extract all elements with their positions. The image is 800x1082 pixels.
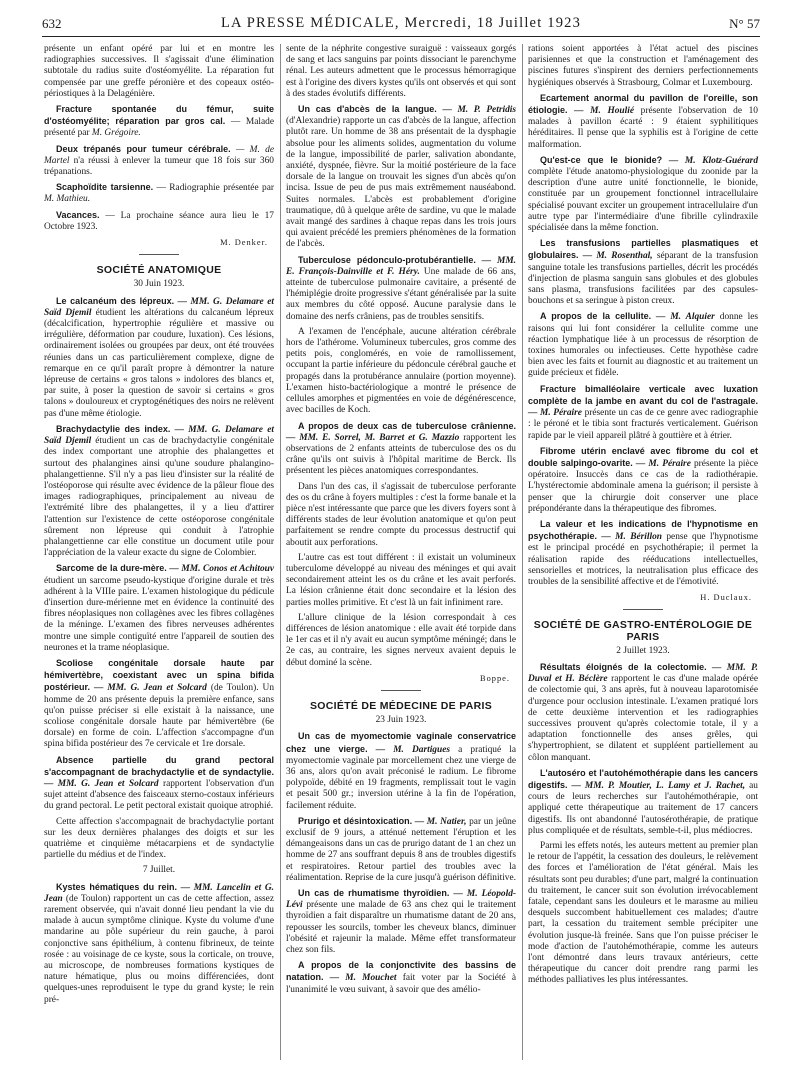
column-2: [286, 44, 516, 1000]
article: Scaphoïdite tarsienne. — Radiographie présentée par M. Mathieu.: [44, 182, 274, 205]
article: Scoliose congénitale dorsale haute par hémivertèbre, coexistant avec un spina bifida postérieur. — MM. G. Jean et Solcard (de Toulon). Un homme de 20 ans présente depuis la première enfance, sans qu'on puisse préciser si elle existait à la naissance, une scoliose congénitale dorsale haute par hémivertèbre (6e dorsale) en forme de coin. L'affection s'accompagne d'un spina bifida postérieur des 7e cervicale et 1re dorsale.: [44, 657, 275, 750]
signature: Boppe.: [480, 673, 510, 683]
paragraph: L'autre cas est tout différent : il existait un volumineux tuberculome développé au niveau des méninges et qui avait secondairement atteint les os du crâne et les avait perforés. La lésion crânienne était donc secondaire et la lésion des parties molles primitive. Et c'est là un fait infiniment rare.: [286, 552, 516, 608]
article: Tuberculose pédonculo-protubérantielle. — MM. E. François-Dainville et F. Héry. Une malade de 66 ans, atteinte de tuberculose pulmonaire cavitaire, a présenté de l'hémiplégie droite progressive s'étant généralisée par la suite aux membres du côté opposé. Aucune paralysie dans le domaine des nerfs crâniens, pas de troubles sensitifs.: [286, 254, 517, 322]
paragraph: sente de la néphrite congestive suraiguë : vaisseaux gorgés de sang et lacs sanguins par points dissociant le parenchyme rénal. Les auteurs admettent que le processus hémorragique est à l'origine des divers kystes qu'ils ont observés et qui sont à des stades évolutifs différents.: [286, 44, 516, 99]
article: Fracture spontanée du fémur, suite d'ostéomyélite; réparation par gros cal. — Malade présenté par M. Grégoire.: [44, 104, 275, 139]
signature: M. Denker.: [220, 238, 268, 248]
article: La valeur et les indications de l'hypnotisme en psychothérapie. — M. Bérillon pense que l'hypnotisme est le principal procédé en psychothérapie; il permet la réalisation rapide des rééducations intellectuelles, sensorielles et motrices, la neutralisation plus efficace des troubles de la sensibilité affective et de l'émotivité.: [528, 518, 758, 587]
article: Deux trépanés pour tumeur cérébrale. — M. de Martel n'a réussi à enlever la tumeur que 18 fois sur 360 trépanations.: [44, 143, 274, 178]
article: A propos de la conjonctivite des bassins de natation. — M. Mouchet fait voter par la Société à l'unanimité le vœu suivant, à savoir que des amélio-: [286, 960, 517, 995]
section-date: 23 Juin 1923.: [375, 715, 427, 726]
article: Le calcanéum des lépreux. — MM. G. Delamare et Saïd Djemil étudient les altérations du calcanéum lépreux (décalcification, hypertrophie régulière et massive ou irrégulière, déformation par coudure, luxation). Ces lésions, ordinairement isolées ou groupées par deux, ont été trouvées réunies dans un cas particulièrement complexe, digne de remarque en ce qu'il paraît propre à démontrer la nature lépreuse de certains « gros talons » indolores des blancs et, par suite, à poser la question de savoir si certains « gros talons » douloureux et cryptogénétiques des noirs ne relèvent pas d'une même étiologie.: [44, 295, 274, 419]
article: Qu'est-ce que le bionide? — M. Klotz-Guérard complète l'étude anatomo-physiologique du zoonide par la description d'une autre unité fonctionnelle, le bionide, constituée par un groupement fonctionnel intracellulaire spécialisé pouvant exciter un groupement intracellulaire d'un autre type par l'intermédiaire d'une fibrille cylindraxile spécialisée dans la même fonction.: [528, 154, 759, 234]
section-date: 2 Juillet 1923.: [616, 645, 670, 656]
article: Vacances. — La prochaine séance aura lieu le 17 Octobre 1923.: [44, 209, 274, 232]
article: Un cas de rhumatisme thyroïdien. — M. Léopold-Lévi présente une malade de 63 ans chez qui le traitement thyroïdien a fait disparaître un rhumatisme datant de 20 ans, repousser les sourcils, tomber les cheveux blancs, diminuer l'obésité et rajeunir la malade. Même effet transformateur chez son fils.: [286, 888, 517, 956]
separator: [381, 690, 421, 691]
paragraph: Cette affection s'accompagnait de brachydactylie portant sur les deux dernières phalanges des doigts et sur les quatrième et cinquième métacarpiens et de syndactylie partielle du médius et de l'index.: [44, 816, 274, 861]
section-date: 7 Juillet.: [142, 865, 176, 876]
article: A propos de la cellulite. — M. Alquier donne les raisons qui lui font considérer la cellulite comme une réaction lymphatique liée à un processus de résorption de toxines humorales ou infectieuses. Cette hypothèse cadre bien avec les faits et fournit au diagnostic et au traitement un guide précieux et fidèle.: [528, 311, 759, 379]
column-divider-1: [280, 44, 281, 1060]
section-title: SOCIÉTÉ DE MÉDECINE DE PARIS: [309, 699, 493, 712]
article: Absence partielle du grand pectoral s'accompagnant de brachydactylie et de syndactylie. — MM. G. Jean et Solcard rapportent l'observation d'un sujet atteint d'absence des faisceaux sterno-costaux inférieurs du grand pectoral. Le petit pectoral existait quoique atrophié.: [44, 754, 275, 812]
article: Fibrome utérin enclavé avec fibrome du col et double salpingo-ovarite. — M. Péraire présente la pièce opératoire. Insuccès dans ce cas de la radiothérapie. L'hystérectomie abdominale amena la guérison; il persiste à penser que la chirurgie doit conserver une place prépondérante dans la thérapeutique des fibromes.: [528, 445, 758, 514]
section-title: SOCIÉTÉ DE GASTRO-ENTÉROLOGIE DE PARIS: [533, 619, 753, 643]
article: Un cas de myomectomie vaginale conservatrice chez une vierge. — M. Dartigues a pratiqué la myomectomie vaginale par morcellement chez une vierge de 36 ans, alors qu'on avait préconisé le radium. Le fibrome polypoïde, débité en 19 fragments, remplissait tout le vagin et pesait 500 gr.; inversion utérine à la fin de l'opération, facilement réduite.: [286, 731, 517, 811]
article: Prurigo et désintoxication. — M. Natier, par un jeûne exclusif de 9 jours, a atténué nettement l'éruption et les démangeaisons dans un cas de prurigo datant de 1 an chez un homme de 27 ans souffrant depuis 8 ans de troubles digestifs et respiratoires. Retour partiel des troubles avec la réalimentation. Reprise de la cure jusqu'à guérison définitive.: [286, 815, 517, 883]
article: Résultats éloignés de la colectomie. — MM. P. Duval et H. Béclère rapportent le cas d'une malade opérée de colectomie qui, 3 ans après, fut à nouveau laparotomisée d'urgence pour occlusion intestinale. L'examen pratiqué lors de cette deuxième intervention et les radiographies successives prouvent qu'après colectomie totale, il y a adaptation fonctionnelle des anses grêles, qui s'hypertrophient, se dilatent et suppléent partiellement au côlon manquant.: [528, 661, 758, 763]
article: Kystes hématiques du rein. — MM. Lancelin et G. Jean (de Toulon) rapportent un cas de cette affection, assez rarement observée, qui n'avait donné lieu pendant la vie du malade à aucun symptôme clinique. Kyste du volume d'une mandarine au pôle supérieur du rein gauche, à paroi conjonctive sans épithélium, à contenu fibrineux, de teinte rosée : au voisinage de ce kyste, sous la corticale, on trouve, au microscope, de nombreuses formations kystiques de nature hématique, plus ou moins différenciées, dont quelques-unes reproduisent le type du grand kyste; le rein pré-: [44, 881, 275, 1005]
section-date: 30 Juin 1923.: [133, 279, 185, 290]
separator: [623, 609, 663, 610]
paragraph: Parmi les effets notés, les auteurs mettent au premier plan le retour de l'appétit, la cessation des douleurs, le relèvement des forces et l'amélioration de l'état général. Mais les résultats sont peu durables; d'une part, malgré la continuation du traitement, le cancer suit son évolution irrévocablement fatale, cependant sans les douleurs et le marasme au milieu desquels succombent habituellement ces malades; d'autre part, la cessation du traitement semble précipiter une évolution jusque-là freinée. Sans que l'on puisse préciser le mode d'action de l'autohémothérapie, comme les auteurs l'ont démontré dans leurs travaux antérieurs, cette thérapeutique du cancer doit prendre rang parmi les méthodes palliatives les plus intéressantes.: [528, 841, 759, 986]
issue-number: N° 57: [729, 16, 760, 31]
page-number: 632: [42, 16, 62, 31]
paragraph: L'allure clinique de la lésion correspondait à ces différences de lésion anatomique : elle avait été torpide dans le 1er cas et il n'y avait eu aucun symptôme méningé; dans le 2e cas, au contraire, les signes nerveux avaient depuis le début dominé la scène.: [286, 612, 516, 668]
signature: H. Duclaux.: [700, 593, 752, 603]
article: A propos de deux cas de tuberculose crânienne. — MM. E. Sorrel, M. Barret et G. Mazzio rapportent les observations de 2 enfants atteints de tuberculose des os du crâne qu'ils ont suivis à l'hôpital maritime de Berck. Ils présentent les pièces anatomiques correspondantes.: [286, 420, 516, 477]
separator: [139, 254, 179, 255]
paragraph: Dans l'un des cas, il s'agissait de tuberculose perforante des os du crâne à foyers multiples : c'est la forme banale et la pièce n'est intéressante que parce que les divers foyers sont à différents stades de leur évolution anatomique et qu'on peut parfaitement se rendre compte du processus destructif qui aboutit aux perforations.: [286, 481, 516, 548]
journal-title: LA PRESSE MÉDICALE, Mercredi, 18 Juillet 1923: [220, 15, 582, 31]
article: Un cas d'abcès de la langue. — M. P. Petridis (d'Alexandrie) rapporte un cas d'abcès de la langue, affection plutôt rare. Un homme de 38 ans présentait de la dysphagie absolue pour les aliments solides, augmentation du volume de la langue, impossibilité de parler, salivation abondante, anxiété, dyspnée, fièvre. Sur la moitié postérieure de la face dorsale de la langue on trouvait les signes d'un abcès qu'on incisa. Issue de peu de pus mais extrêmement nauséabond. Suites normales. L'abcès est probablement d'origine traumatique, dû à quelque arête de sardine, vu que le malade avait mangé des sardines à chaque repas dans les trois jours qui avaient précédé les premiers phénomènes de la formation de l'abcès.: [286, 104, 517, 250]
paragraph: rations soient apportées à l'état actuel des piscines parisiennes et que la construction et l'aménagement des piscines futures s'inspirent des derniers perfectionnements hygiéniques observés à Strasbourg, Colmar et Luxembourg.: [528, 44, 758, 88]
article: Ecartement anormal du pavillon de l'oreille, son étiologie. — M. Houlié présente l'observation de 10 malades à pavillon écarté : 9 étaient syphilitiques héréditaires. Il pense que la syphilis est à l'origine de cette malformation.: [528, 92, 758, 150]
article: Les transfusions partielles plasmatiques et globulaires. — M. Rosenthal, séparant de la transfusion sanguine totale les transfusions partielles, décrit les procédés d'injection de plasma sanguin sans globules et des globules sans plasma, transfusions facilitées par des capsules-bouchons et sa seringue à piston creux.: [528, 238, 759, 307]
article: L'autoséro et l'autohémothérapie dans les cancers digestifs. — MM. P. Moutier, L. Lamy et J. Rachet, au cours de leurs recherches sur l'autohémothérapie, ont appliqué cette thérapeutique au traitement de 17 cancers digestifs. Ils ont abandonné l'autosérothérapie, de pratique plus compliquée et de résultats, semble-t-il, plus médiocres.: [528, 767, 758, 836]
column-3: [528, 44, 758, 991]
paragraph: A l'examen de l'encéphale, aucune altération cérébrale hors de l'athérome. Volumineux tubercules, gros comme des petits pois, conglomérés, en voie de ramollissement, occupant la partie inférieure du pédoncule cérébral gauche et propagés dans la protubérance annulaire (portion moyenne). L'examen histo-bactériologique a montré le présence de cellules amorphes et pigmentées en voie de dégénérescence, avec bacilles de Koch.: [286, 326, 516, 416]
page-header: [42, 12, 760, 37]
article: Brachydactylie des index. — MM. G. Delamare et Saïd Djemil étudient un cas de brachydactylie congénitale des index comportant une atrophie des phalangettes et surtout des phalangines ainsi qu'une soudure phalangino-phalangettienne. S'il n'y a pas lieu d'insister sur la réalité de l'ostéoporose qui résulte avec évidence de la pâleur floue des images radiographiques, principalement au niveau de l'extrémité libre des phalangettes, il y a lieu d'attirer l'attention sur l'existence de cette ostéoporose congénitale sûrement non lépreuse qui conduit à l'atrophie phalangettienne car elle constitue un document utile pour l'appréciation de la valeur exacte du signe de Colombier.: [44, 423, 275, 559]
article: Sarcome de la dure-mère. — MM. Conos et Achitouv étudient un sarcome pseudo-kystique d'origine durale et très adhérent à la VIIIe paire. L'examen histologique du pédicule d'insertion dure-mérienne met en évidence la continuité des fibres néoplasiques non collagènes avec les fibres collagènes de la méninge. L'examen des fibres nerveuses adhérentes montre une simple contiguïté entre l'appareil de soutien des neurones et la trame néoplasique.: [44, 563, 275, 653]
article: Fracture bimalléolaire verticale avec luxation complète de la jambe en avant du col de l'astragale. — M. Péraire présente un cas de ce genre avec radiographie : le péroné et le tibia sont fracturés verticalement. Guérison rapide par le vieil appareil plâtré à gouttière et à étrier.: [528, 383, 758, 441]
paragraph: présente un enfant opéré par lui et en montre les radiographies successives. Il s'agissait d'une élimination subtotale du radius suite d'ostéomyélite. La réparation fut compensée par une greffe péronière et des copeaux ostéo-périostiques à la Delagénière.: [44, 44, 274, 99]
column-1: [44, 44, 274, 1010]
column-divider-2: [522, 44, 523, 1060]
section-title: SOCIÉTÉ ANATOMIQUE: [96, 264, 222, 277]
